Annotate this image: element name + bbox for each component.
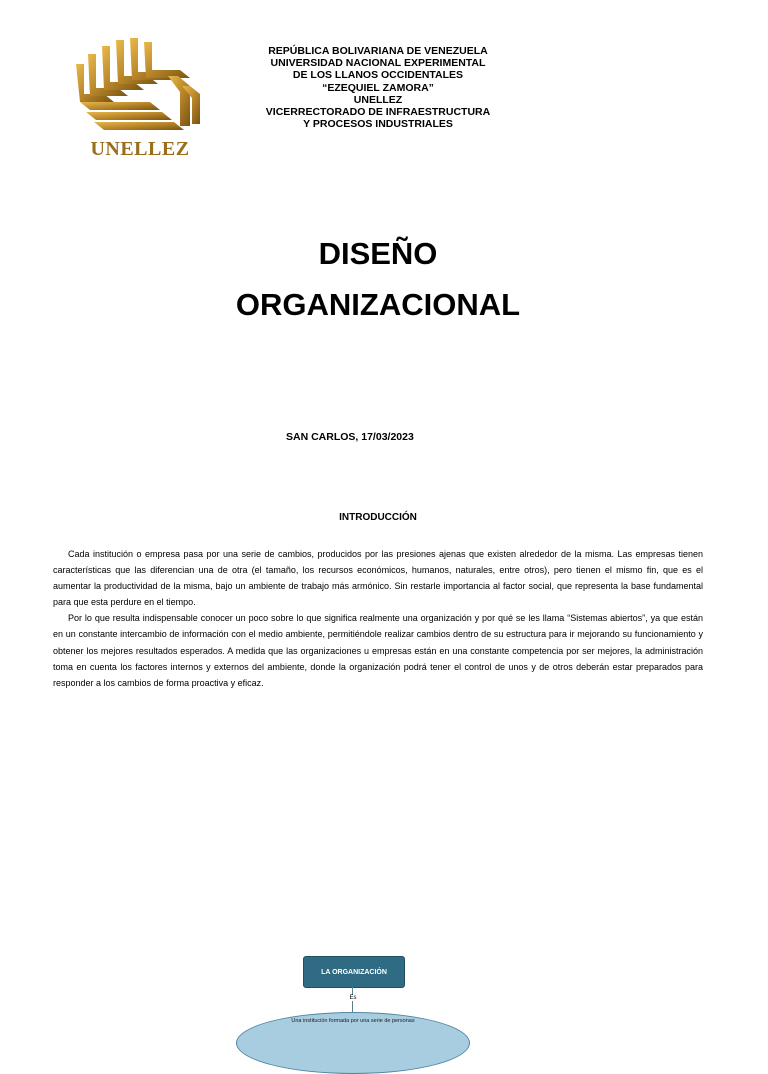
header-line: UNIVERSIDAD NACIONAL EXPERIMENTAL [270, 57, 486, 70]
institution-header [248, 45, 508, 130]
concept-root-node: LA ORGANIZACIÓN [303, 956, 405, 988]
paragraph: Cada institución o empresa pasa por una serie de cambios, producidos por las presiones ajenas que existen alrededor de la misma. Las empresas tienen características que las diferencian una de otra (el tamaño, los recursos económicos, humanos, naturales, entre otros), pero tienen el mismo fin, que es el aumentar la productividad de la misma, bajo un ambiente de trabajo más armónico. Sin restarle importancia al factor social, que representa la base fundamental para que esta perdure en el tiempo. [53, 549, 703, 608]
header-line: Y PROCESOS INDUSTRIALES [303, 118, 453, 131]
header-line: REPÚBLICA BOLIVARIANA DE VENEZUELA [268, 45, 488, 57]
paragraph: Por lo que resulta indispensable conocer un poco sobre lo que significa realmente una organización y por qué se les llama “Sistemas abiertos”, ya que están en un constante intercambio de información con el medio ambiente, permitiéndole realizar cambios dentro de su estructura para ir mejorando su funcionamiento y obtener los mejores resultados esperados. A medida que las organizaciones u empresas están en una constante competencia por ser mejores, la administración toma en cuenta los factores internos y externos del ambiente, donde la organización podrá tener el control de unos y de otros deberán estar preparados para responder a los cambios de forma proactiva y eficaz. [53, 613, 703, 688]
header-line: DE LOS LLANOS OCCIDENTALES [292, 69, 464, 82]
header-line: “EZEQUIEL ZAMORA” [322, 81, 434, 94]
header-line: UNELLEZ [353, 93, 403, 106]
header-line: VICERRECTORADO DE INFRAESTRUCTURA [265, 106, 491, 119]
document-title-line-1: DISEÑO [318, 236, 438, 271]
document-title-line-2: ORGANIZACIONAL [235, 287, 521, 322]
connector-label: Es [349, 995, 357, 1001]
introduction-body [53, 546, 703, 691]
section-heading: INTRODUCCIÓN [339, 512, 417, 523]
university-logo [72, 36, 208, 162]
place-date: SAN CARLOS, 17/03/2023 [286, 431, 414, 443]
logo-text: UNELLEZ [90, 138, 190, 160]
concept-map [230, 952, 470, 1024]
unellez-emblem-icon [72, 36, 208, 140]
concept-child-text: Una institución formada por una serie de personas [291, 1018, 415, 1024]
